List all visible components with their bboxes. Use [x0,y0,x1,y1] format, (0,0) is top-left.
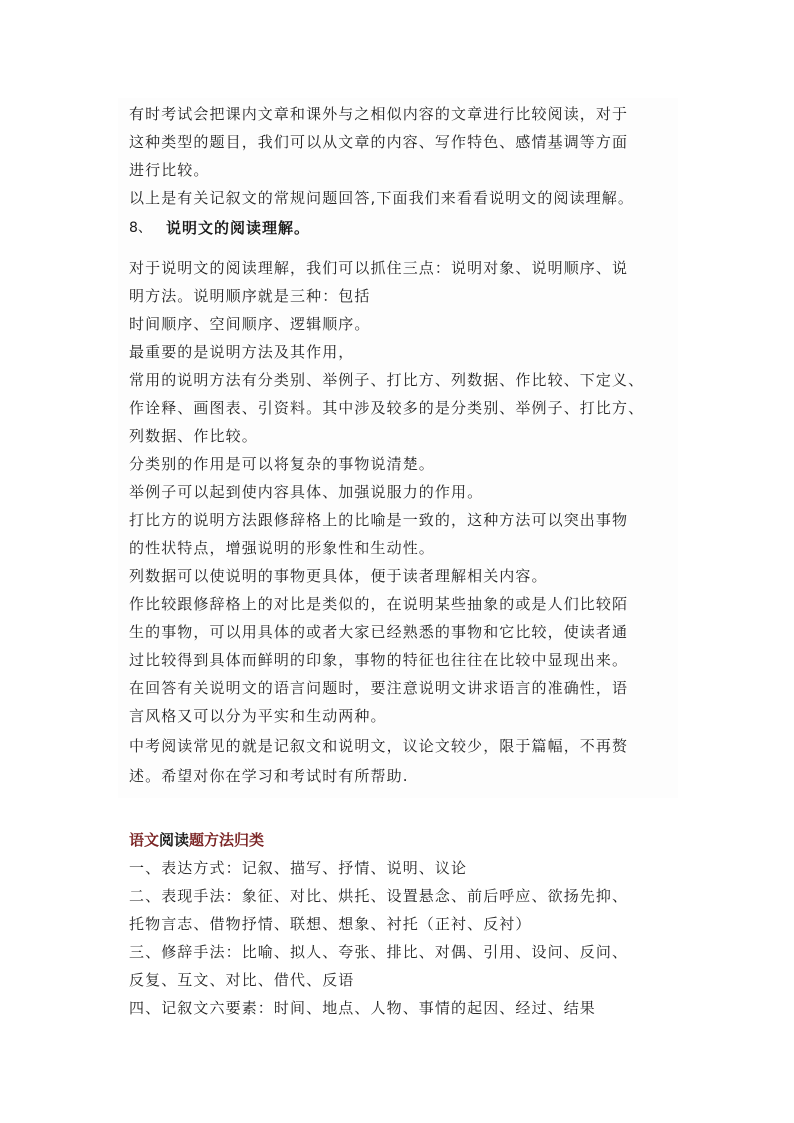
body-line: 明方法。说明顺序就是三种：包括 [129,287,371,305]
section-heading: 说明文的阅读理解。 [166,219,311,237]
summary-line: 三、修辞手法：比喻、拟人、夸张、排比、对偶、引用、设问、反问、 [129,943,629,961]
body-line: 作比较跟修辞格上的对比是类似的，在说明某些抽象的或是人们比较陌 [129,595,629,613]
section-number: 8、 [129,220,152,236]
summary-line: 四、记叙文六要素：时间、地点、人物、事情的起因、经过、结果 [129,999,596,1017]
body-line: 言风格又可以分为平实和生动两种。 [129,707,387,725]
body-line: 中考阅读常见的就是记叙文和说明文，议论文较少，限于篇幅，不再赘 [129,737,629,755]
summary-line: 一、表达方式：记叙、描写、抒情、说明、议论 [129,859,468,877]
body-line: 常用的说明方法有分类别、举例子、打比方、列数据、作比较、下定义、 [129,371,645,389]
summary-line: 二、表现手法：象征、对比、烘托、设置悬念、前后呼应、欲扬先抑、 [129,887,629,905]
body-line: 举例子可以起到使内容具体、加强说服力的作用。 [129,483,484,501]
body-line: 最重要的是说明方法及其作用， [129,343,355,361]
body-line: 作诠释、画图表、引资料。其中涉及较多的是分类别、举例子、打比方、 [129,399,645,417]
summary-line: 托物言志、借物抒情、联想、想象、衬托（正衬、反衬） [129,915,532,933]
summary-title-part: 题方法归类 [189,831,265,849]
body-line: 过比较得到具体而鲜明的印象，事物的特征也往往在比较中显现出来。 [129,651,629,669]
summary-line: 反复、互文、对比、借代、反语 [129,971,355,989]
body-line: 生的事物，可以用具体的或者大家已经熟悉的事物和它比较，使读者通 [129,623,629,641]
summary-title [129,830,264,850]
intro-line: 以上是有关记叙文的常规问题回答,下面我们来看看说明文的阅读理解。 [129,189,634,207]
body-line: 打比方的说明方法跟修辞格上的比喻是一致的，这种方法可以突出事物 [129,511,629,529]
intro-line: 进行比较。 [129,161,210,179]
body-line: 列数据、作比较。 [129,427,258,445]
body-line: 列数据可以使说明的事物更具体，便于读者理解相关内容。 [129,567,548,585]
intro-line: 有时考试会把课内文章和课外与之相似内容的文章进行比较阅读，对于 [129,105,629,123]
body-line: 的性状特点，增强说明的形象性和生动性。 [129,539,435,557]
body-line: 述。希望对你在学习和考试时有所帮助. [129,767,409,785]
body-line: 时间顺序、空间顺序、逻辑顺序。 [129,315,371,333]
summary-title-part: 语文 [129,831,160,849]
intro-line: 这种类型的题目，我们可以从文章的内容、写作特色、感情基调等方面 [129,133,629,151]
body-line: 对于说明文的阅读理解，我们可以抓住三点：说明对象、说明顺序、说 [129,259,629,277]
body-line: 分类别的作用是可以将复杂的事物说清楚。 [129,455,435,473]
summary-title-part: 阅读 [159,831,190,849]
body-line: 在回答有关说明文的语言问题时，要注意说明文讲求语言的准确性，语 [129,679,629,697]
